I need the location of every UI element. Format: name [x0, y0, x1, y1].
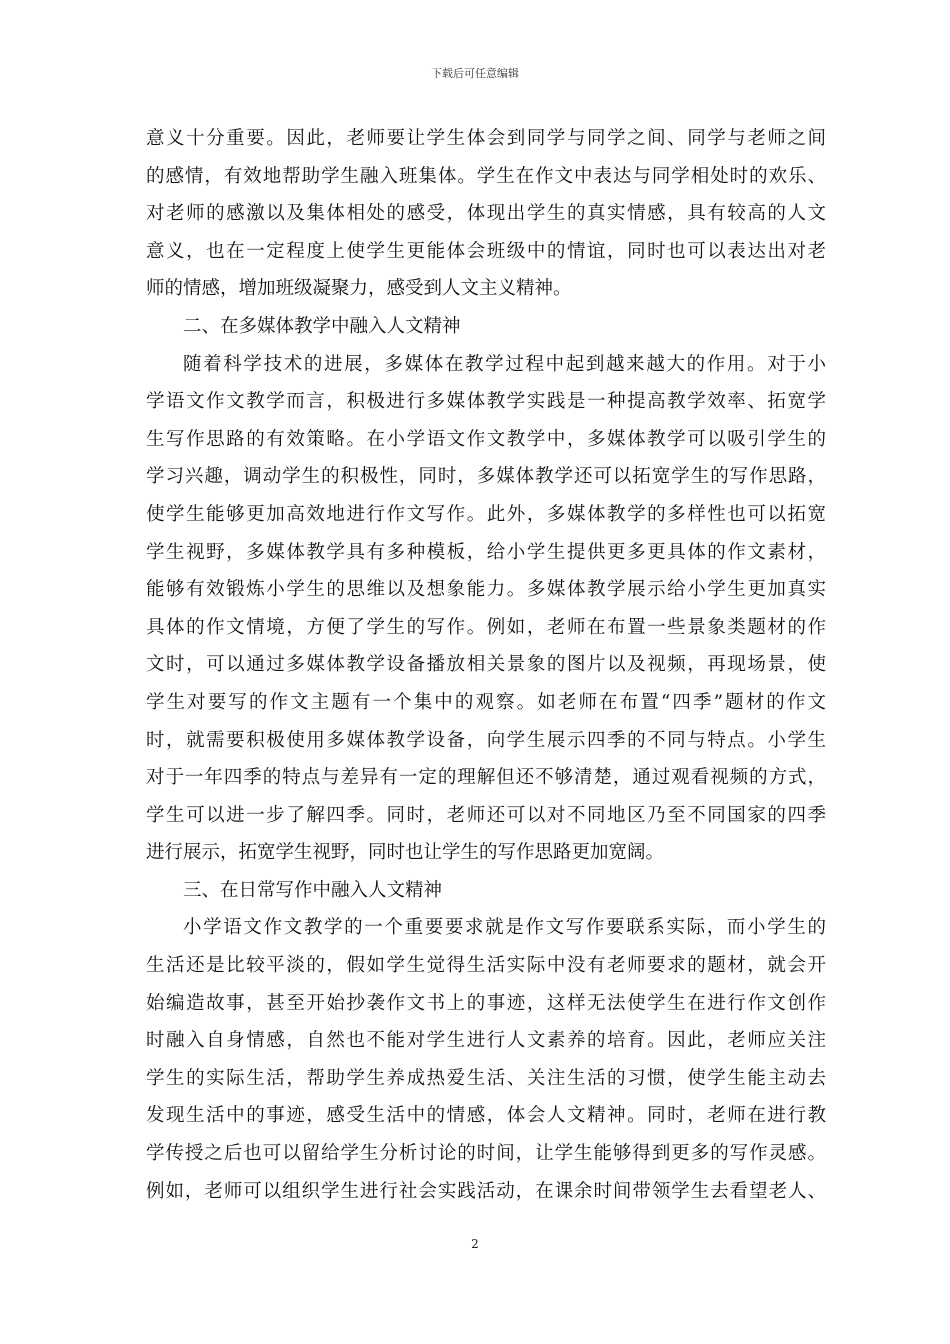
text-line: 学习兴趣，调动学生的积极性，同时，多媒体教学还可以拓宽学生的写作思路， — [146, 466, 826, 488]
text-line: 发现生活中的事迹，感受生活中的情感，体会人文精神。同时，老师在进行教 — [146, 1105, 826, 1127]
text-line: 时融入自身情感，自然也不能对学生进行人文素养的培育。因此，老师应关注 — [146, 1030, 826, 1052]
text-line: 小学语文作文教学的一个重要要求就是作文写作要联系实际，而小学生的 — [183, 917, 826, 939]
text-line: 能够有效锻炼小学生的思维以及想象能力。多媒体教学展示给小学生更加真实 — [146, 579, 826, 601]
page-header: 下载后可任意编辑 — [431, 67, 519, 80]
page-number: 2 — [471, 1237, 479, 1251]
section-heading: 二、在多媒体教学中融入人文精神 — [183, 315, 461, 337]
document-body — [146, 120, 826, 1210]
text-line: 学生可以进一步了解四季。同时，老师还可以对不同地区乃至不同国家的四季 — [146, 804, 826, 826]
text-line: 随着科学技术的进展，多媒体在教学过程中起到越来越大的作用。对于小 — [183, 353, 826, 375]
text-line: 生活还是比较平淡的，假如学生觉得生活实际中没有老师要求的题材，就会开 — [146, 955, 826, 977]
text-line: 学生视野，多媒体教学具有多种模板，给小学生提供更多更具体的作文素材， — [146, 541, 826, 563]
text-line: 对于一年四季的特点与差异有一定的理解但还不够清楚，通过观看视频的方式， — [146, 767, 826, 789]
text-line: 例如，老师可以组织学生进行社会实践活动，在课余时间带领学生去看望老人、 — [146, 1180, 826, 1202]
text-line: 时，就需要积极使用多媒体教学设备，向学生展示四季的不同与特点。小学生 — [146, 729, 826, 751]
text-line: 意义，也在一定程度上使学生更能体会班级中的情谊，同时也可以表达出对老 — [146, 240, 826, 262]
text-line: 文时，可以通过多媒体教学设备播放相关景象的图片以及视频，再现场景，使 — [146, 654, 826, 676]
text-line: 使学生能够更加高效地进行作文写作。此外，多媒体教学的多样性也可以拓宽 — [146, 503, 826, 525]
text-line: 学语文作文教学而言，积极进行多媒体教学实践是一种提高教学效率、拓宽学 — [146, 391, 826, 413]
text-line: 学传授之后也可以留给学生分析讨论的时间，让学生能够得到更多的写作灵感。 — [146, 1143, 826, 1165]
text-line: 学生的实际生活，帮助学生养成热爱生活、关注生活的习惯，使学生能主动去 — [146, 1067, 826, 1089]
text-line: 师的情感，增加班级凝聚力，感受到人文主义精神。 — [146, 278, 572, 300]
text-line: 对老师的感激以及集体相处的感受，体现出学生的真实情感，具有较高的人文 — [146, 203, 826, 225]
text-line: 进行展示，拓宽学生视野，同时也让学生的写作思路更加宽阔。 — [146, 842, 665, 864]
text-line: 意义十分重要。因此，老师要让学生体会到同学与同学之间、同学与老师之间 — [146, 128, 826, 149]
text-line: 的感情，有效地帮助学生融入班集体。学生在作文中表达与同学相处时的欢乐、 — [146, 165, 826, 187]
text-line: 生写作思路的有效策略。在小学语文作文教学中，多媒体教学可以吸引学生的 — [146, 428, 826, 450]
section-heading: 三、在日常写作中融入人文精神 — [183, 879, 443, 901]
text-line: 学生对要写的作文主题有一个集中的观察。如老师在布置“四季”题材的作文 — [146, 691, 826, 713]
text-line: 具体的作文情境，方便了学生的写作。例如，老师在布置一些景象类题材的作 — [146, 616, 826, 638]
text-line: 始编造故事，甚至开始抄袭作文书上的事迹，这样无法使学生在进行作文创作 — [146, 992, 826, 1014]
